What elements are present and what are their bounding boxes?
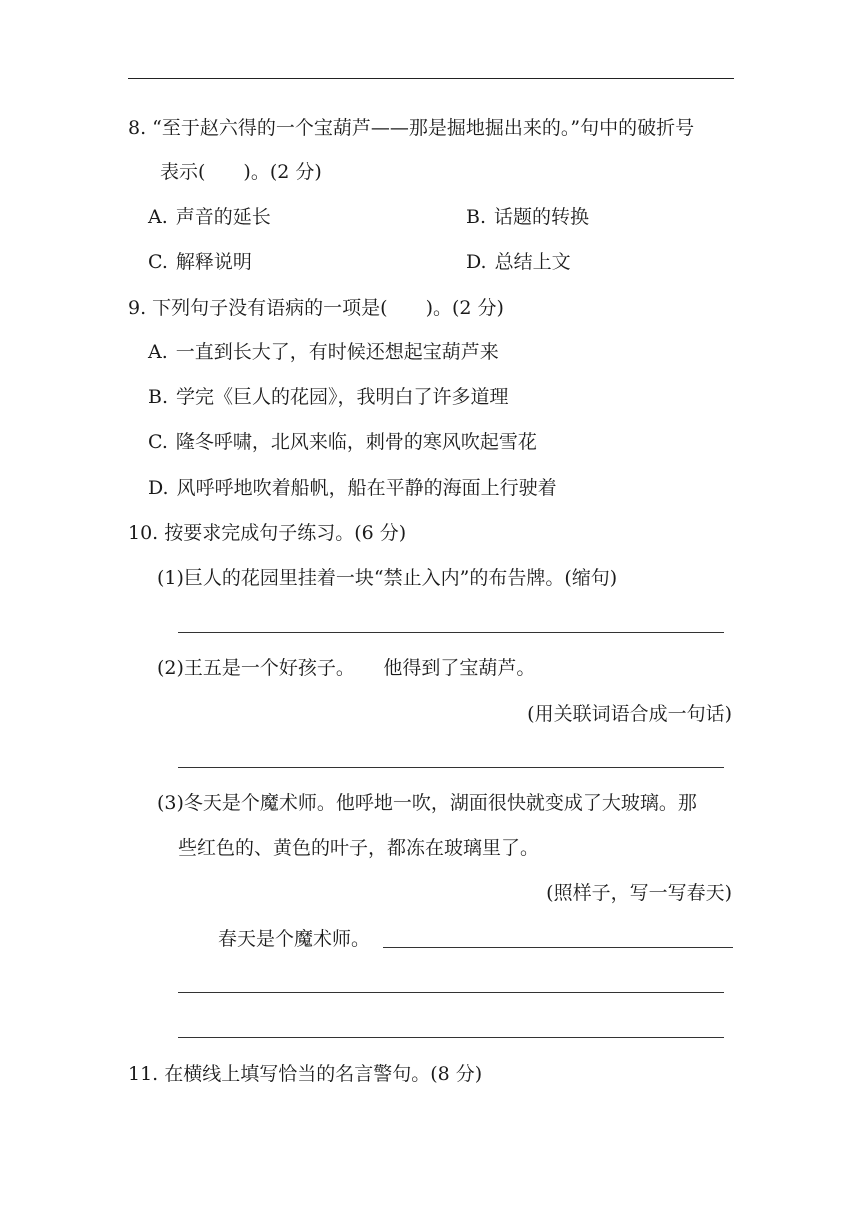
option-letter: B. (466, 206, 487, 228)
q8-stem-line1: 8. “至于赵六得的一个宝葫芦——那是掘地掘出来的。”句中的破折号 (128, 117, 695, 139)
q10-sub3-answer-line2[interactable] (178, 992, 724, 993)
q9-option-b[interactable] (148, 385, 509, 409)
option-letter: A. (148, 206, 168, 228)
q10-sub2-instruction: (用关联词语合成一句话) (527, 703, 732, 725)
q10-sub2-answer-line[interactable] (178, 767, 724, 768)
q8-option-c[interactable] (148, 250, 252, 274)
q10-sub3-answer-line3[interactable] (178, 1037, 724, 1038)
q8-stem-line2: 表示( )。(2 分) (160, 161, 322, 183)
q9-stem: 9. 下列句子没有语病的一项是( )。(2 分) (128, 297, 504, 319)
option-text: 隆冬呼啸，北风来临，刺骨的寒风吹起雪花 (175, 431, 537, 453)
q8-option-b[interactable] (466, 205, 589, 229)
q10-sub3-line1: (3)冬天是个魔术师。他呼地一吹，湖面很快就变成了大玻璃。那 (157, 792, 697, 814)
header-rule (128, 78, 734, 79)
option-text: 声音的延长 (175, 206, 271, 228)
q9-option-a[interactable] (148, 340, 499, 364)
option-text: 风呼呼地吹着船帆，船在平静的海面上行驶着 (176, 477, 557, 499)
option-letter: A. (148, 341, 168, 363)
q8-option-a[interactable] (148, 205, 271, 229)
q8-option-d[interactable] (466, 250, 571, 274)
option-letter: B. (148, 386, 169, 408)
q11-stem: 11. 在横线上填写恰当的名言警句。(8 分) (128, 1063, 483, 1085)
q10-sub1: (1)巨人的花园里挂着一块“禁止入内”的布告牌。(缩句) (157, 567, 618, 589)
q10-stem: 10. 按要求完成句子练习。(6 分) (128, 522, 407, 544)
option-letter: C. (148, 431, 168, 453)
option-text: 解释说明 (175, 251, 252, 273)
option-text: 总结上文 (494, 251, 571, 273)
option-text: 一直到长大了，有时候还想起宝葫芦来 (175, 341, 499, 363)
q10-sub2: (2)王五是一个好孩子。 他得到了宝葫芦。 (157, 657, 536, 679)
q10-sub3-prompt: 春天是个魔术师。 (218, 928, 371, 950)
q10-sub1-answer-line[interactable] (178, 632, 724, 633)
q10-sub3-instruction: (照样子，写一写春天) (546, 882, 732, 904)
q10-sub3-answer-line1[interactable] (383, 947, 733, 948)
option-text: 话题的转换 (494, 206, 590, 228)
option-text: 学完《巨人的花园》，我明白了许多道理 (176, 386, 509, 408)
option-letter: D. (148, 477, 169, 499)
q9-option-c[interactable] (148, 430, 537, 454)
q10-sub3-line2: 些红色的、黄色的叶子，都冻在玻璃里了。 (178, 837, 540, 859)
q9-option-d[interactable] (148, 476, 557, 500)
option-letter: C. (148, 251, 168, 273)
option-letter: D. (466, 251, 487, 273)
